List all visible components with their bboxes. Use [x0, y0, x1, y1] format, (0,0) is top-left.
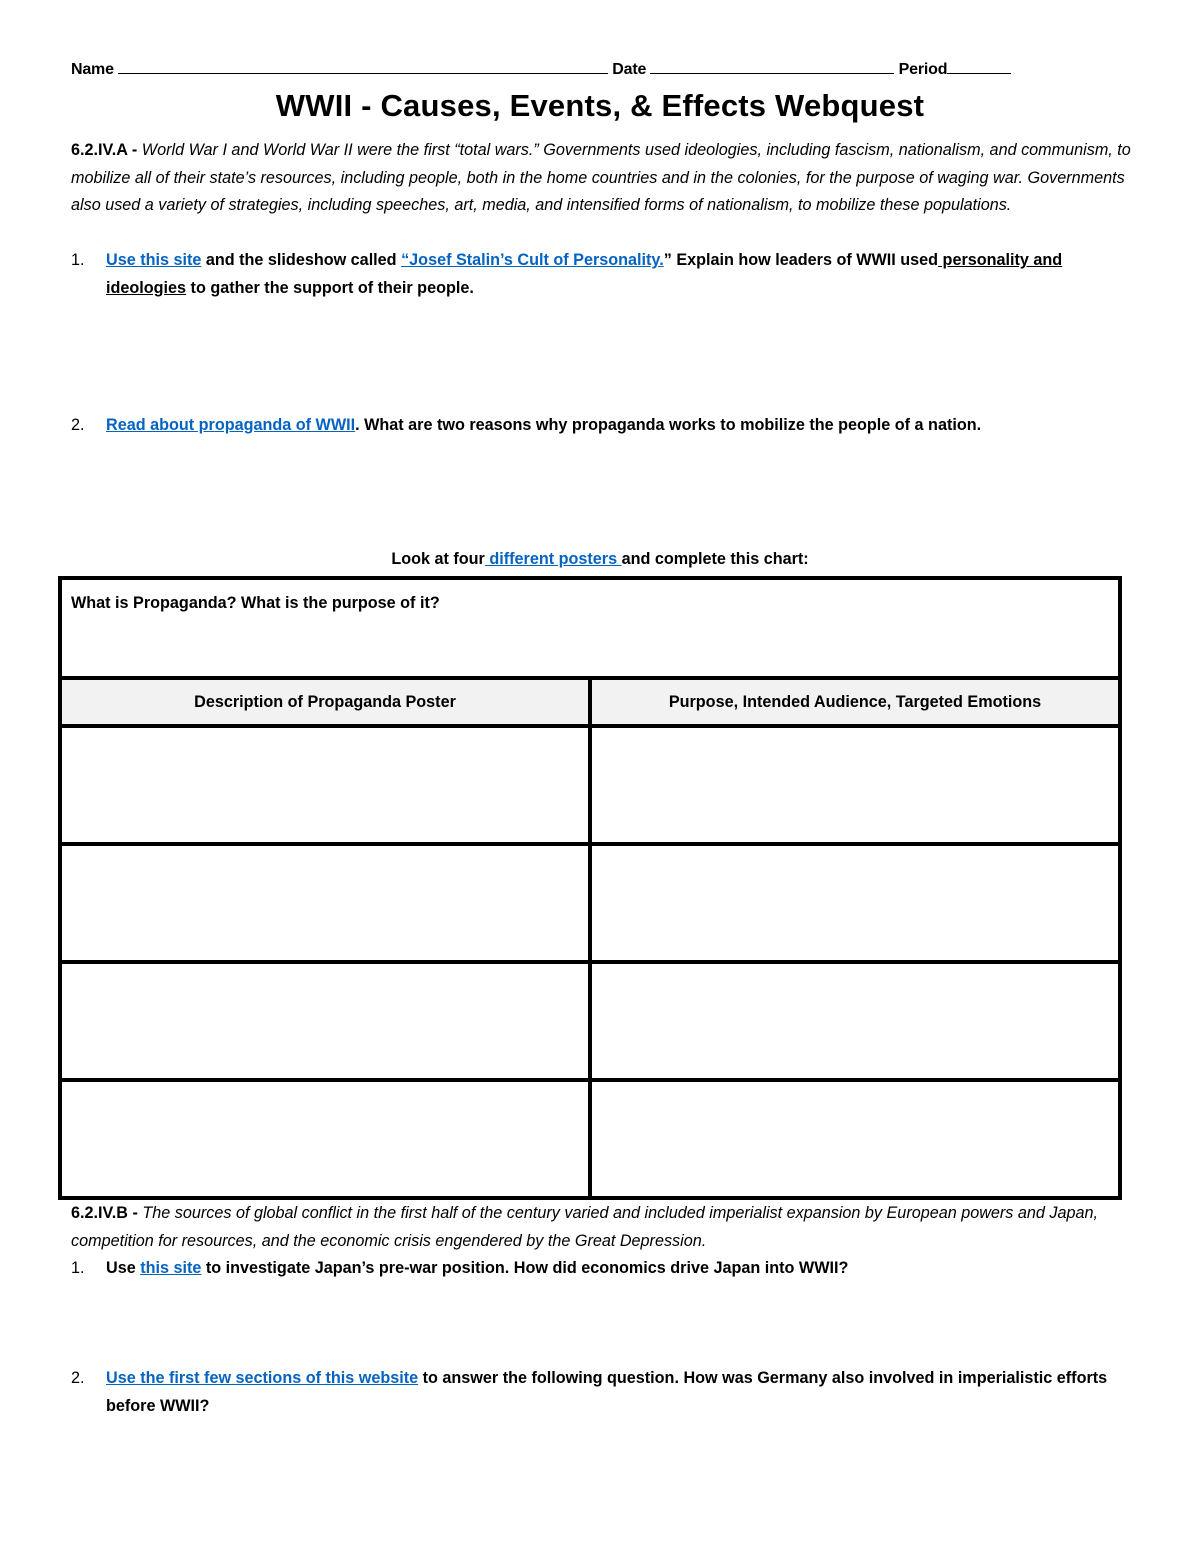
caption-text: and complete this chart:: [621, 550, 809, 568]
question-text: ” Explain how leaders of WWII used: [663, 251, 939, 269]
period-label: Period: [898, 61, 948, 78]
answer-cell[interactable]: [60, 726, 590, 844]
period-blank[interactable]: [947, 58, 1011, 74]
answer-cell[interactable]: [60, 1080, 590, 1198]
standard-a-paragraph: [71, 137, 1141, 220]
question-b1: [71, 1255, 1111, 1283]
question-number: 1.: [71, 251, 85, 269]
standard-a-code: 6.2.IV.A -: [71, 141, 138, 159]
answer-cell[interactable]: [60, 844, 590, 962]
first-sections-link[interactable]: Use the first few sections of this website: [106, 1369, 419, 1387]
standard-b-paragraph: [71, 1200, 1141, 1255]
question-number: 2.: [71, 416, 85, 434]
use-this-site-link[interactable]: Use this site: [106, 251, 202, 269]
standard-a-text: World War I and World War II were the first “total wars.” Governments used ideologies, including fascism, nationalism, and communism, to mobilize all of their state’s resources, including people, both in the home countries and in the colonies, for the purpose of waging war. Governments also used a variety of strategies, including speeches, art, media, and intensified forms of nationalism, to mobilize these populations.: [71, 141, 1131, 215]
column-header-description: Description of Propaganda Poster: [60, 678, 590, 726]
question-text: to investigate Japan’s pre-war position. How did economics drive Japan into WWII?: [201, 1259, 849, 1277]
name-label: Name: [71, 61, 114, 78]
date-blank[interactable]: [650, 58, 894, 74]
question-a2: [71, 412, 1111, 440]
question-number: 2.: [71, 1369, 85, 1387]
question-text: and the slideshow called: [201, 251, 402, 269]
question-a1: [71, 247, 1111, 302]
name-blank[interactable]: [118, 58, 608, 74]
question-text: Use: [106, 1259, 141, 1277]
answer-cell[interactable]: [590, 844, 1120, 962]
answer-cell[interactable]: [590, 726, 1120, 844]
chart-caption: [0, 550, 1200, 569]
question-number: 1.: [71, 1259, 85, 1277]
this-site-link[interactable]: this site: [140, 1259, 202, 1277]
stalin-slideshow-link[interactable]: “Josef Stalin’s Cult of Personality.: [401, 251, 664, 269]
propaganda-link[interactable]: Read about propaganda of WWII: [106, 416, 356, 434]
question-b2: [71, 1365, 1111, 1420]
question-text: to gather the support of their people.: [186, 278, 474, 297]
page-title: WWII - Causes, Events, & Effects Webquest: [275, 88, 925, 123]
propaganda-chart: [58, 576, 1122, 1200]
answer-cell[interactable]: [590, 962, 1120, 1080]
standard-b-text: The sources of global conflict in the first half of the century varied and included imperialist expansion by European powers and Japan, competition for resources, and the economic crisis engendered by the Great Depression.: [71, 1204, 1099, 1250]
answer-cell[interactable]: [60, 962, 590, 1080]
caption-text: Look at four: [391, 550, 485, 568]
student-info-line: [71, 58, 1031, 79]
date-label: Date: [612, 61, 647, 78]
chart-prompt-cell[interactable]: [60, 578, 1120, 678]
answer-cell[interactable]: [590, 1080, 1120, 1198]
question-text: to answer the following question. How was Germany also involved in imperialistic efforts before WWII?: [106, 1369, 1108, 1415]
column-header-purpose: Purpose, Intended Audience, Targeted Emotions: [590, 678, 1120, 726]
standard-b-code: 6.2.IV.B -: [71, 1204, 138, 1222]
question-text: . What are two reasons why propaganda works to mobilize the people of a nation.: [355, 416, 982, 434]
underlined-phrase: personality and ideologies: [106, 251, 1063, 297]
chart-prompt: What is Propaganda? What is the purpose of it?: [71, 594, 440, 612]
different-posters-link[interactable]: different posters: [484, 550, 622, 568]
